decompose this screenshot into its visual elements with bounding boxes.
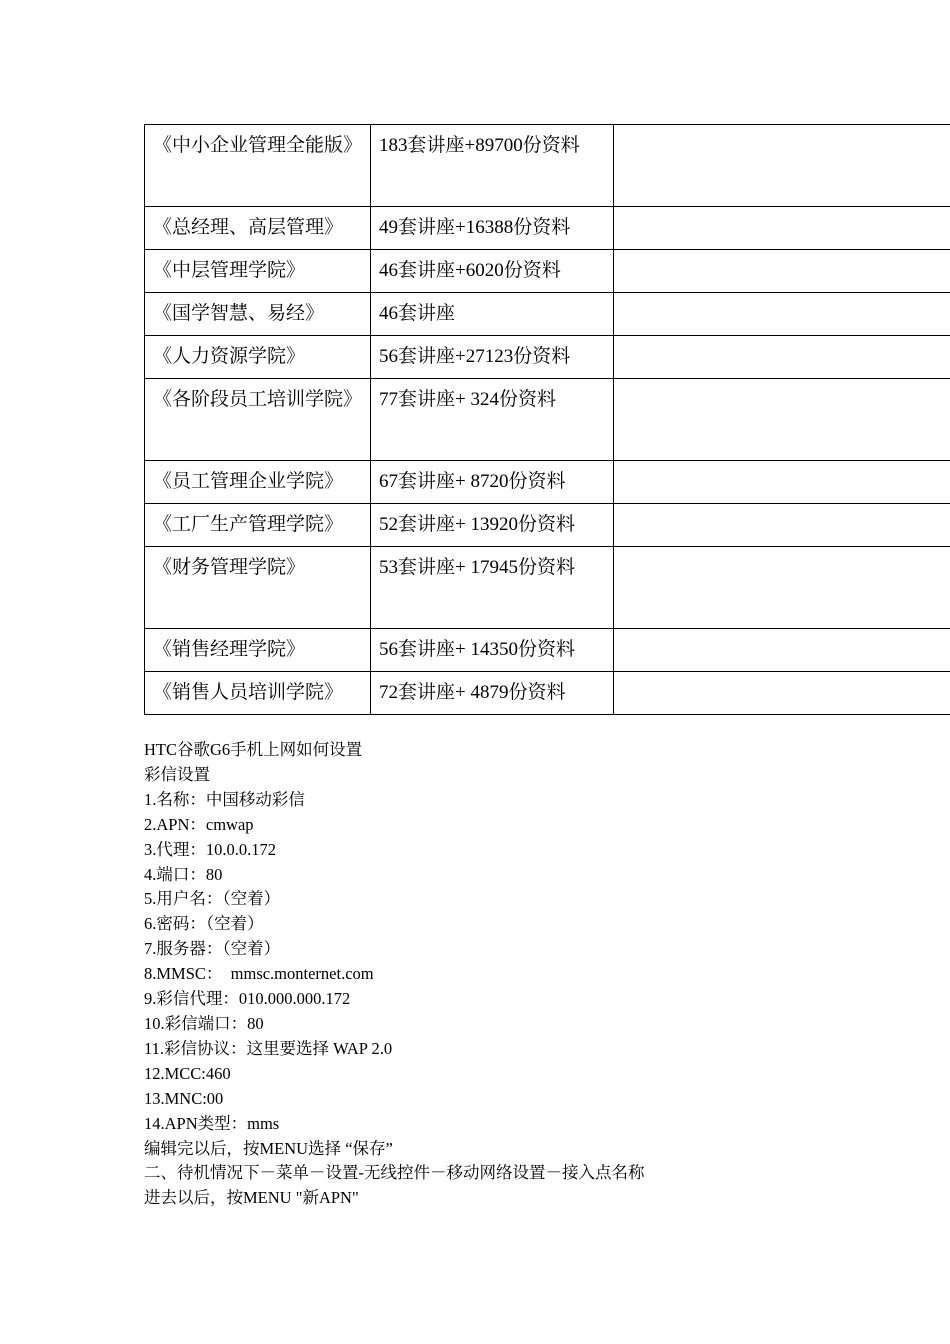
instruction-line: HTC谷歌G6手机上网如何设置 [144, 740, 363, 759]
course-content-cell: 183套讲座+89700份资料 [371, 125, 614, 207]
table-row [145, 379, 950, 461]
course-content-cell: 49套讲座+16388份资料 [371, 207, 614, 250]
course-note-cell [614, 672, 950, 715]
course-name-cell: 《员工管理企业学院》 [145, 461, 371, 504]
table-row [145, 629, 950, 672]
table-row [145, 336, 950, 379]
instruction-line: 6.密码：（空着） [144, 914, 264, 934]
course-note-cell [614, 293, 950, 336]
course-note-cell [614, 547, 950, 629]
course-name-cell: 《中层管理学院》 [145, 250, 371, 293]
instruction-line: 二、待机情况下－菜单－设置-无线控件－移动网络设置－接入点名称 [144, 1163, 645, 1183]
course-note-cell [614, 250, 950, 293]
instruction-line: 10.彩信端口：80 [144, 1013, 264, 1033]
course-content-cell: 77套讲座+ 324份资料 [371, 379, 614, 461]
table-row [145, 672, 950, 715]
course-content-cell: 67套讲座+ 8720份资料 [371, 461, 614, 504]
instruction-line: 1.名称：中国移动彩信 [144, 789, 305, 809]
course-note-cell [614, 207, 950, 250]
course-note-cell [614, 461, 950, 504]
catalog-table-body [145, 125, 950, 715]
course-name-cell: 《财务管理学院》 [145, 547, 371, 629]
course-content-cell: 52套讲座+ 13920份资料 [371, 504, 614, 547]
instruction-line: 11.彩信协议：这里要选择 WAP 2.0 [144, 1038, 393, 1058]
instruction-line: 9.彩信代理：010.000.000.172 [144, 989, 351, 1009]
table-row [145, 125, 950, 207]
course-note-cell [614, 379, 950, 461]
course-name-cell: 《销售经理学院》 [145, 629, 371, 672]
instruction-line: 2.APN：cmwap [144, 814, 254, 834]
course-name-cell: 《中小企业管理全能版》 [145, 125, 371, 207]
course-name-cell: 《各阶段员工培训学院》 [145, 379, 371, 461]
table-row [145, 207, 950, 250]
instruction-line: 12.MCC:460 [144, 1063, 231, 1083]
instruction-line: 5.用户名：（空着） [144, 889, 281, 909]
course-content-cell: 56套讲座+ 14350份资料 [371, 629, 614, 672]
course-content-cell: 46套讲座 [371, 293, 614, 336]
instruction-line: 8.MMSC： mmsc.monternet.com [144, 964, 374, 984]
course-name-cell: 《国学智慧、易经》 [145, 293, 371, 336]
course-note-cell [614, 336, 950, 379]
table-row [145, 461, 950, 504]
course-name-cell: 《工厂生产管理学院》 [145, 504, 371, 547]
course-name-cell: 《总经理、高层管理》 [145, 207, 371, 250]
course-name-cell: 《人力资源学院》 [145, 336, 371, 379]
instruction-line: 进去以后，按MENU "新APN" [144, 1188, 359, 1208]
table-row [145, 250, 950, 293]
course-content-cell: 56套讲座+27123份资料 [371, 336, 614, 379]
course-name-cell: 《销售人员培训学院》 [145, 672, 371, 715]
course-note-cell [614, 504, 950, 547]
course-catalog-table [144, 124, 950, 715]
instruction-line: 13.MNC:00 [144, 1088, 224, 1108]
table-row [145, 293, 950, 336]
apn-setup-instructions [144, 738, 645, 1211]
course-content-cell: 46套讲座+6020份资料 [371, 250, 614, 293]
table-row [145, 547, 950, 629]
instruction-line: 4.端口：80 [144, 864, 223, 884]
instruction-line: 7.服务器：（空着） [144, 939, 281, 959]
instruction-line: 编辑完以后，按MENU选择 “保存” [144, 1138, 393, 1158]
table-row [145, 504, 950, 547]
instruction-line: 3.代理：10.0.0.172 [144, 839, 276, 859]
course-content-cell: 53套讲座+ 17945份资料 [371, 547, 614, 629]
course-content-cell: 72套讲座+ 4879份资料 [371, 672, 614, 715]
instruction-line: 14.APN类型：mms [144, 1113, 280, 1133]
course-note-cell [614, 125, 950, 207]
instruction-line: 彩信设置 [144, 764, 210, 784]
course-note-cell [614, 629, 950, 672]
